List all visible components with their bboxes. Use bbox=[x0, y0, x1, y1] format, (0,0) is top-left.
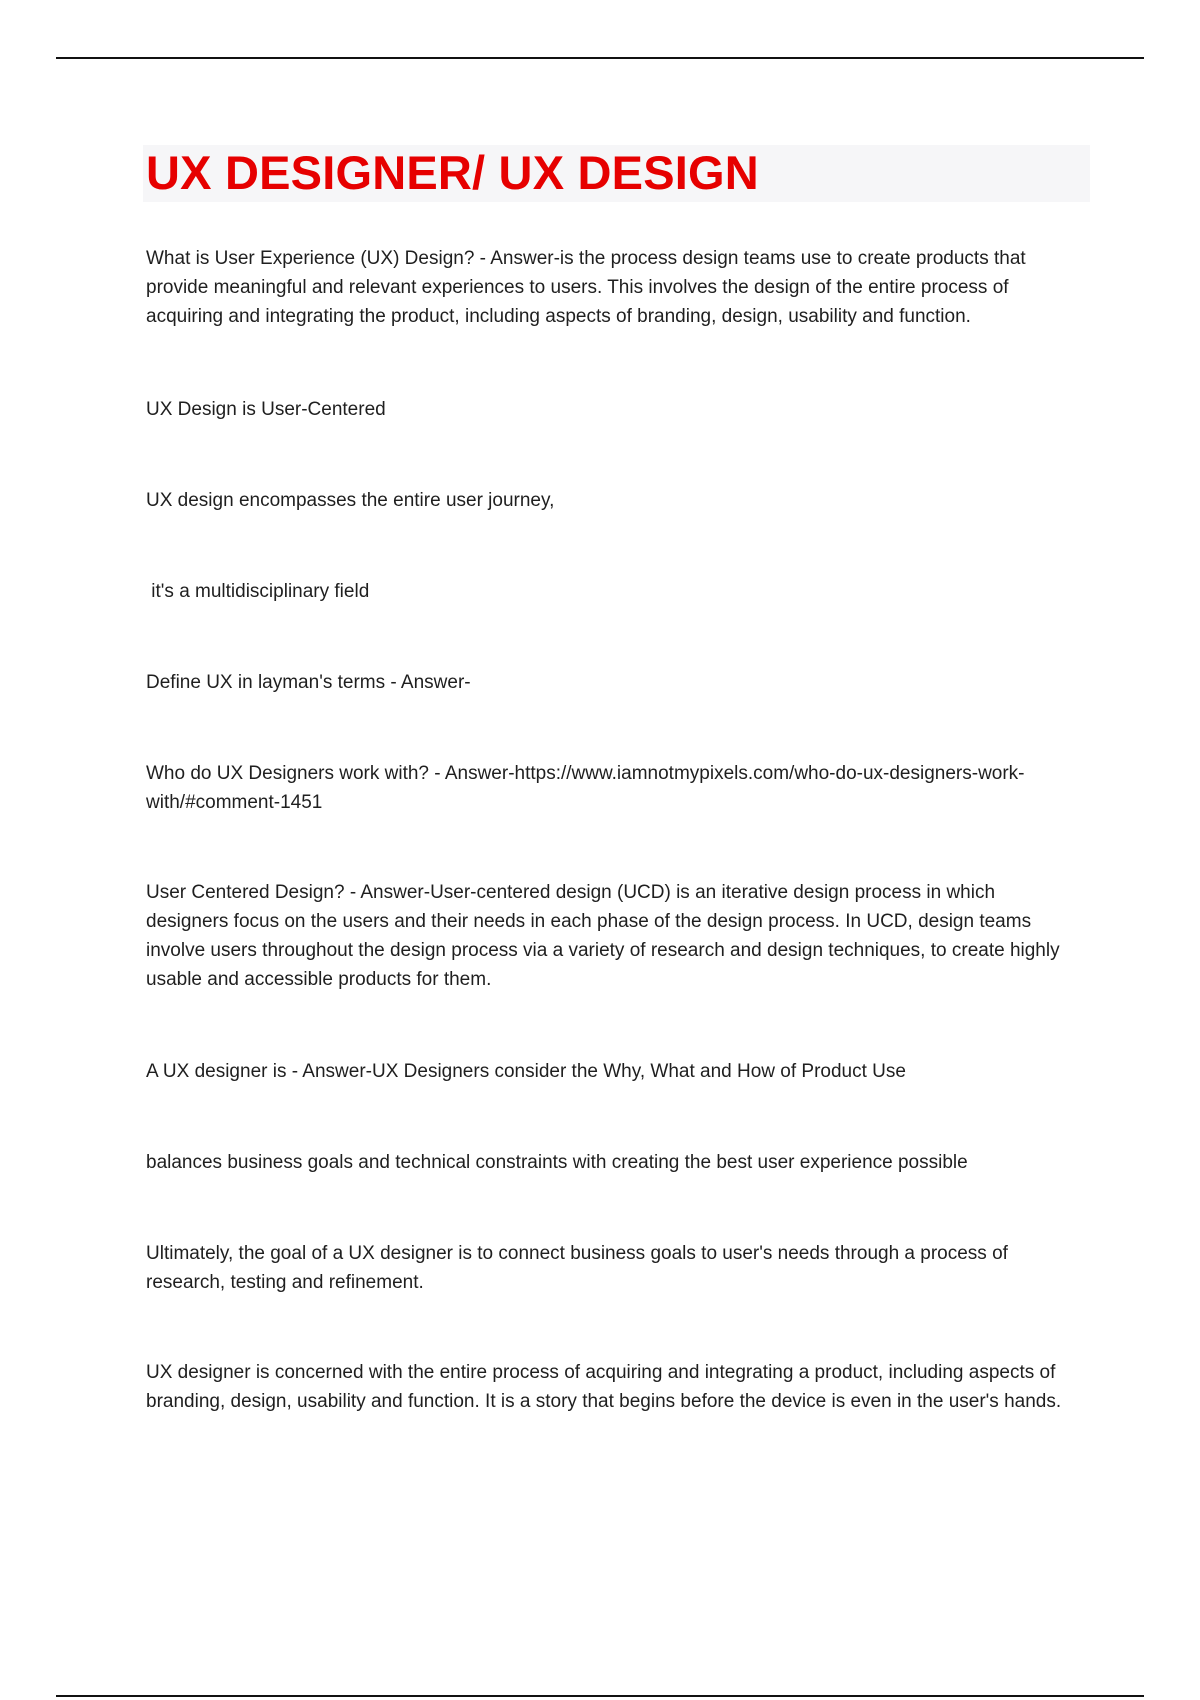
paragraph-user-centered: UX Design is User-Centered bbox=[146, 399, 386, 420]
paragraph-multidisciplinary: it's a multidisciplinary field bbox=[146, 581, 370, 602]
paragraph-balances: balances business goals and technical constraints with creating the best user experience possible bbox=[146, 1152, 968, 1173]
paragraph-ux-designer-is: A UX designer is - Answer-UX Designers consider the Why, What and How of Product Use bbox=[146, 1061, 906, 1082]
paragraph-ux-definition: What is User Experience (UX) Design? - Answer-is the process design teams use to create products that provide meaningful and relevant experiences to users. This involves the design of the entire process of acquiring and integrating the product, including aspects of branding, design, usability and function. bbox=[146, 248, 1031, 327]
header-rule bbox=[56, 57, 1144, 59]
paragraph-user-journey: UX design encompasses the entire user journey, bbox=[146, 490, 555, 511]
paragraph-layman-terms: Define UX in layman's terms - Answer- bbox=[146, 672, 471, 693]
paragraph-work-with: Who do UX Designers work with? - Answer-https://www.iamnotmypixels.com/who-do-ux-designers-work-with/#comment-1451 bbox=[146, 763, 1025, 813]
paragraph-ucd: User Centered Design? - Answer-User-centered design (UCD) is an iterative design process in which designers focus on the users and their needs in each phase of the design process. In UCD, design teams involve users throughout the design process via a variety of research and design techniques, to create highly usable and accessible products for them. bbox=[146, 882, 1065, 990]
footer-rule bbox=[56, 1695, 1144, 1697]
paragraph-ultimately: Ultimately, the goal of a UX designer is to connect business goals to user's needs through a process of research, testing and refinement. bbox=[146, 1243, 1014, 1293]
paragraph-concerned: UX designer is concerned with the entire process of acquiring and integrating a product, including aspects of branding, design, usability and function. It is a story that begins before the device is even in the user's hands. bbox=[146, 1362, 1062, 1412]
document-title: UX DESIGNER/ UX DESIGN bbox=[146, 146, 759, 199]
